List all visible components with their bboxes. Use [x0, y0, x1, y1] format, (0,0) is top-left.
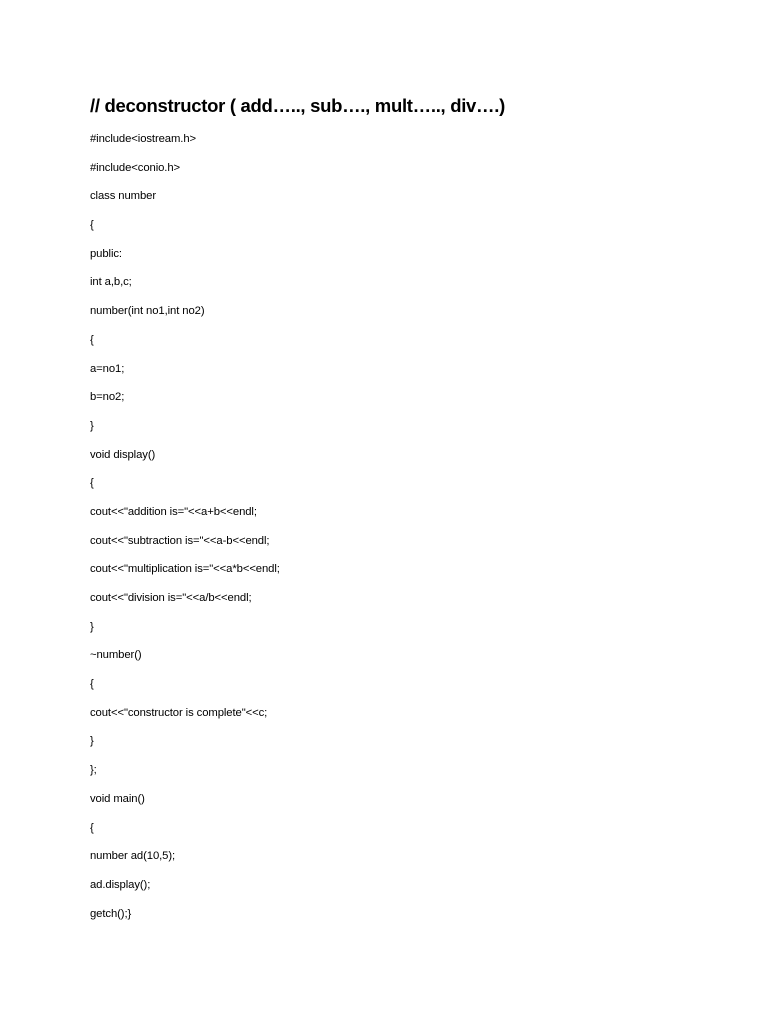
- code-line: }: [90, 419, 94, 432]
- code-line: void display(): [90, 448, 156, 461]
- code-line: b=no2;: [90, 391, 125, 404]
- code-line: cout<<"multiplication is="<<a*b<<endl;: [90, 563, 280, 576]
- code-line: }: [90, 620, 94, 633]
- code-line: {: [90, 219, 94, 232]
- code-line: cout<<"division is="<<a/b<<endl;: [90, 592, 252, 604]
- code-line: }: [90, 735, 94, 748]
- code-line: number(int no1,int no2): [90, 305, 205, 318]
- code-line: void main(): [90, 792, 145, 805]
- code-listing: [90, 130, 280, 933]
- code-line: cout<<"addition is="<<a+b<<endl;: [90, 505, 257, 518]
- page-title: // deconstructor ( add….., sub…., mult….., div….): [90, 95, 505, 116]
- code-line: {: [90, 821, 94, 834]
- code-line: ~number(): [90, 649, 142, 662]
- code-line: class number: [90, 190, 156, 203]
- code-line: getch();}: [90, 907, 132, 920]
- code-line: cout<<"subtraction is="<<a-b<<endl;: [90, 534, 270, 547]
- code-line: };: [90, 764, 97, 777]
- code-line: number ad(10,5);: [90, 850, 176, 863]
- code-line: {: [90, 333, 94, 346]
- code-line: {: [90, 678, 94, 691]
- code-line: cout<<"constructor is complete"<<c;: [90, 706, 268, 719]
- code-line: public:: [90, 247, 122, 260]
- code-line: a=no1;: [90, 362, 125, 375]
- code-line: #include<conio.h>: [90, 161, 181, 174]
- code-line: ad.display();: [90, 878, 151, 891]
- code-line: {: [90, 477, 94, 490]
- code-line: int a,b,c;: [90, 276, 132, 289]
- code-line: #include<iostream.h>: [90, 133, 197, 145]
